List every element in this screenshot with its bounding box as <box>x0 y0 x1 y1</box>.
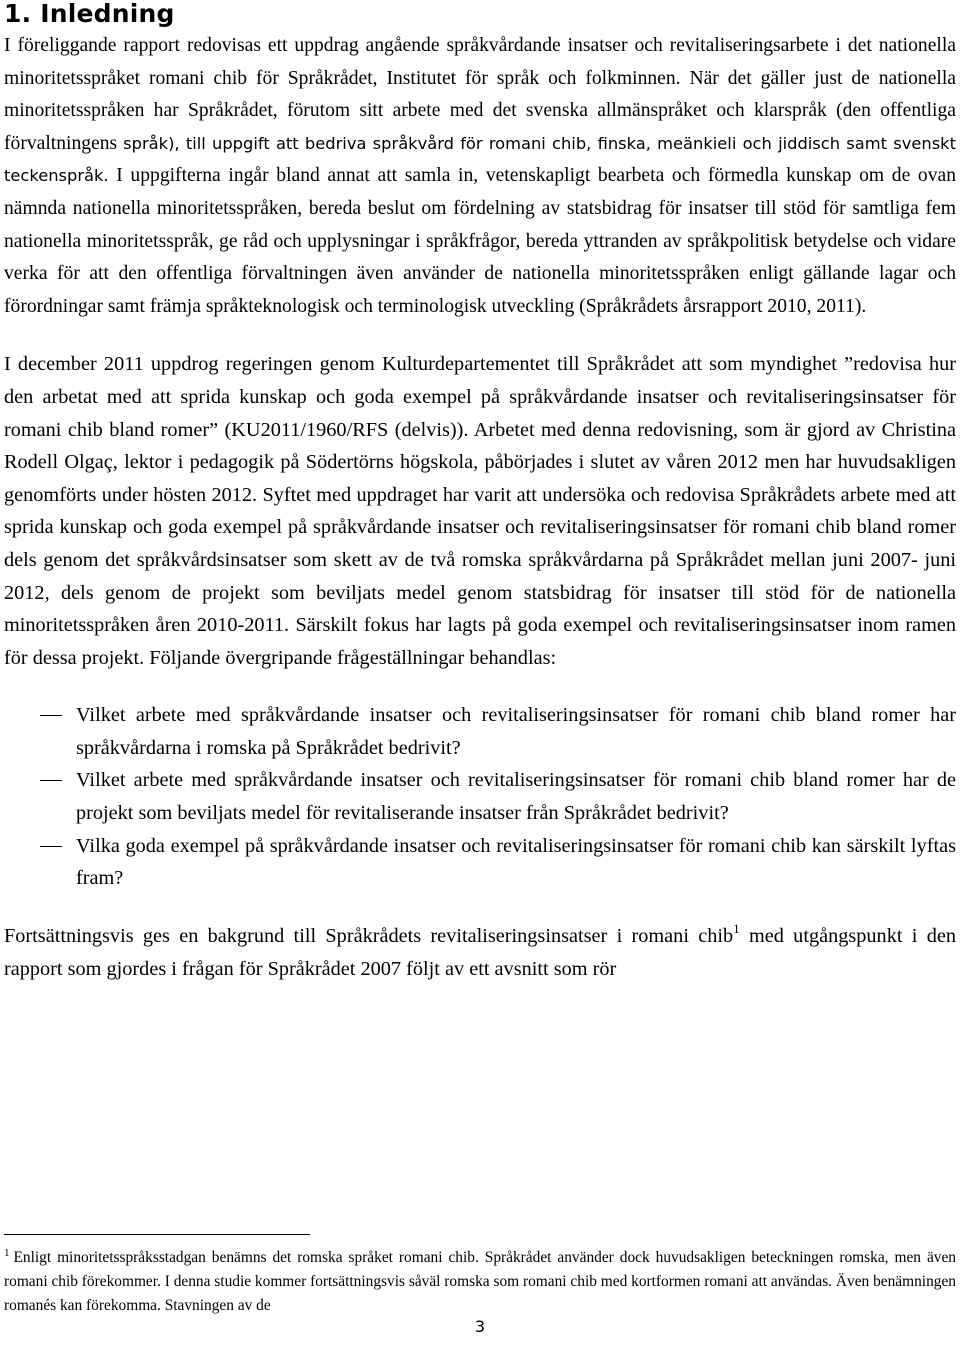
intro-paragraph-part3: I uppgifterna ingår bland annat att samla in, vetenskapligt bearbeta och förmedla kunskap om de ovan nämnda nationella minoritetsspråken, bereda beslut om fördelning av statsbidrag för insatser till stöd för samtliga fem nationella minoritetsspråk, ge råd och upplysningar i språkfrågor, bereda yttranden av språkpolitisk betydelse och vidare verka för att den offentliga förvaltningen även använder de nationella minoritetsspråken enligt gällande lagar och förordningar samt främja språkteknologisk och terminologisk utveckling (Språkrådets årsrapport 2010, 2011). <box>4 165 956 317</box>
question-text-3: Vilka goda exempel på språkvårdande insatser och revitaliseringsinsatser för romani chib kan särskilt lyftas fram? <box>76 834 956 890</box>
assignment-paragraph: I december 2011 uppdrog regeringen genom Kulturdepartementet till Språkrådet att som myndighet ”redovisa hur den arbetat med att sprida kunskap och goda exempel på språkvårdande insatser och revitaliseringsinsatser för romani chib bland romer” (KU2011/1960/RFS (delvis)). Arbetet med denna redovisning, som är gjord av Christina Rodell Olgaç, lektor i pedagogik på Södertörns högskola, påbörjades i slutet av våren 2012 men har huvudsakligen genomförts under hösten 2012. Syftet med uppdraget har varit att undersöka och redovisa Språkrådets arbete med att sprida kunskap och goda exempel på språkvårdande insatser och revitaliseringsinsatser för romani chib bland romer dels genom det språkvårdsinsatser som skett av de två romska språkvårdarna på Språkrådet mellan juni 2007- juni 2012, dels genom de projekt som beviljats medel genom statsbidrag för insatser till stöd för de nationella minoritetsspråken åren 2010-2011. Särskilt fokus har lagts på goda exempel och revitaliseringsinsatser inom ramen för dessa projekt. Följande övergripande frågeställningar behandlas: <box>4 353 956 669</box>
footnote <box>4 1246 956 1318</box>
question-text-2: Vilket arbete med språkvårdande insatser och revitaliseringsinsatser för romani chib bland romer har de projekt som beviljats medel för revitaliserande insatser från Språkrådet bedrivit? <box>76 769 956 825</box>
section-heading: 1. Inledning <box>4 0 175 28</box>
question-list <box>4 699 956 895</box>
dash-bullet-icon <box>40 780 62 781</box>
background-text-end: med utgångspunkt i den rapport som gjordes i frågan för Språkrådet 2007 följt av ett avsnitt som rör <box>4 924 956 980</box>
question-item-2 <box>4 764 956 829</box>
dash-bullet-icon <box>40 715 62 716</box>
background-paragraph <box>4 920 956 986</box>
intro-paragraph-part1: I föreliggande rapport redovisas ett uppdrag angående språkvårdande insatser och revitaliseringsarbete i det nationella minoritetsspråket romani chib för Språkrådet, Institutet för språk och folkminnen. När det gäller just de nationella minoritetsspråken har Språkrådet, förutom sitt arbete med det svenska allmänspråket och klarspråk (den offentliga förvaltningens <box>4 35 956 154</box>
dash-bullet-icon <box>40 846 62 847</box>
question-text-1: Vilket arbete med språkvårdande insatser och revitaliseringsinsatser för romani chib bland romer har språkvårdarna i romska på Språkrådet bedrivit? <box>76 704 956 759</box>
footnote-marker: 1 <box>4 1247 10 1259</box>
page-number: 3 <box>474 1317 486 1336</box>
footnote-separator <box>4 1234 310 1235</box>
footnote-reference[interactable]: 1 <box>733 920 740 936</box>
footnote-text: Enligt minoritetsspråksstadgan benämns det romska språket romani chib. Språkrådet använder dock huvudsakligen beteckningen romska, men även romani chib förekommer. I denna studie kommer fortsättningsvis såväl romska som romani chib med kortformen romani att användas. Även benämningen romanés kan förekomma. Stavningen av de <box>4 1249 956 1314</box>
question-item-3 <box>4 830 956 895</box>
intro-paragraph <box>4 30 956 323</box>
intro-paragraph-part2: språk), till uppgift att bedriva språkvård för romani chib, finska, meänkieli och jiddisch samt svenskt teckenspråk. <box>4 133 956 186</box>
question-item-1 <box>4 699 956 764</box>
background-text-start: Fortsättningsvis ges en bakgrund till Språkrådets revitaliseringsinsatser i romani chib <box>4 924 734 947</box>
document-page <box>4 0 956 1360</box>
